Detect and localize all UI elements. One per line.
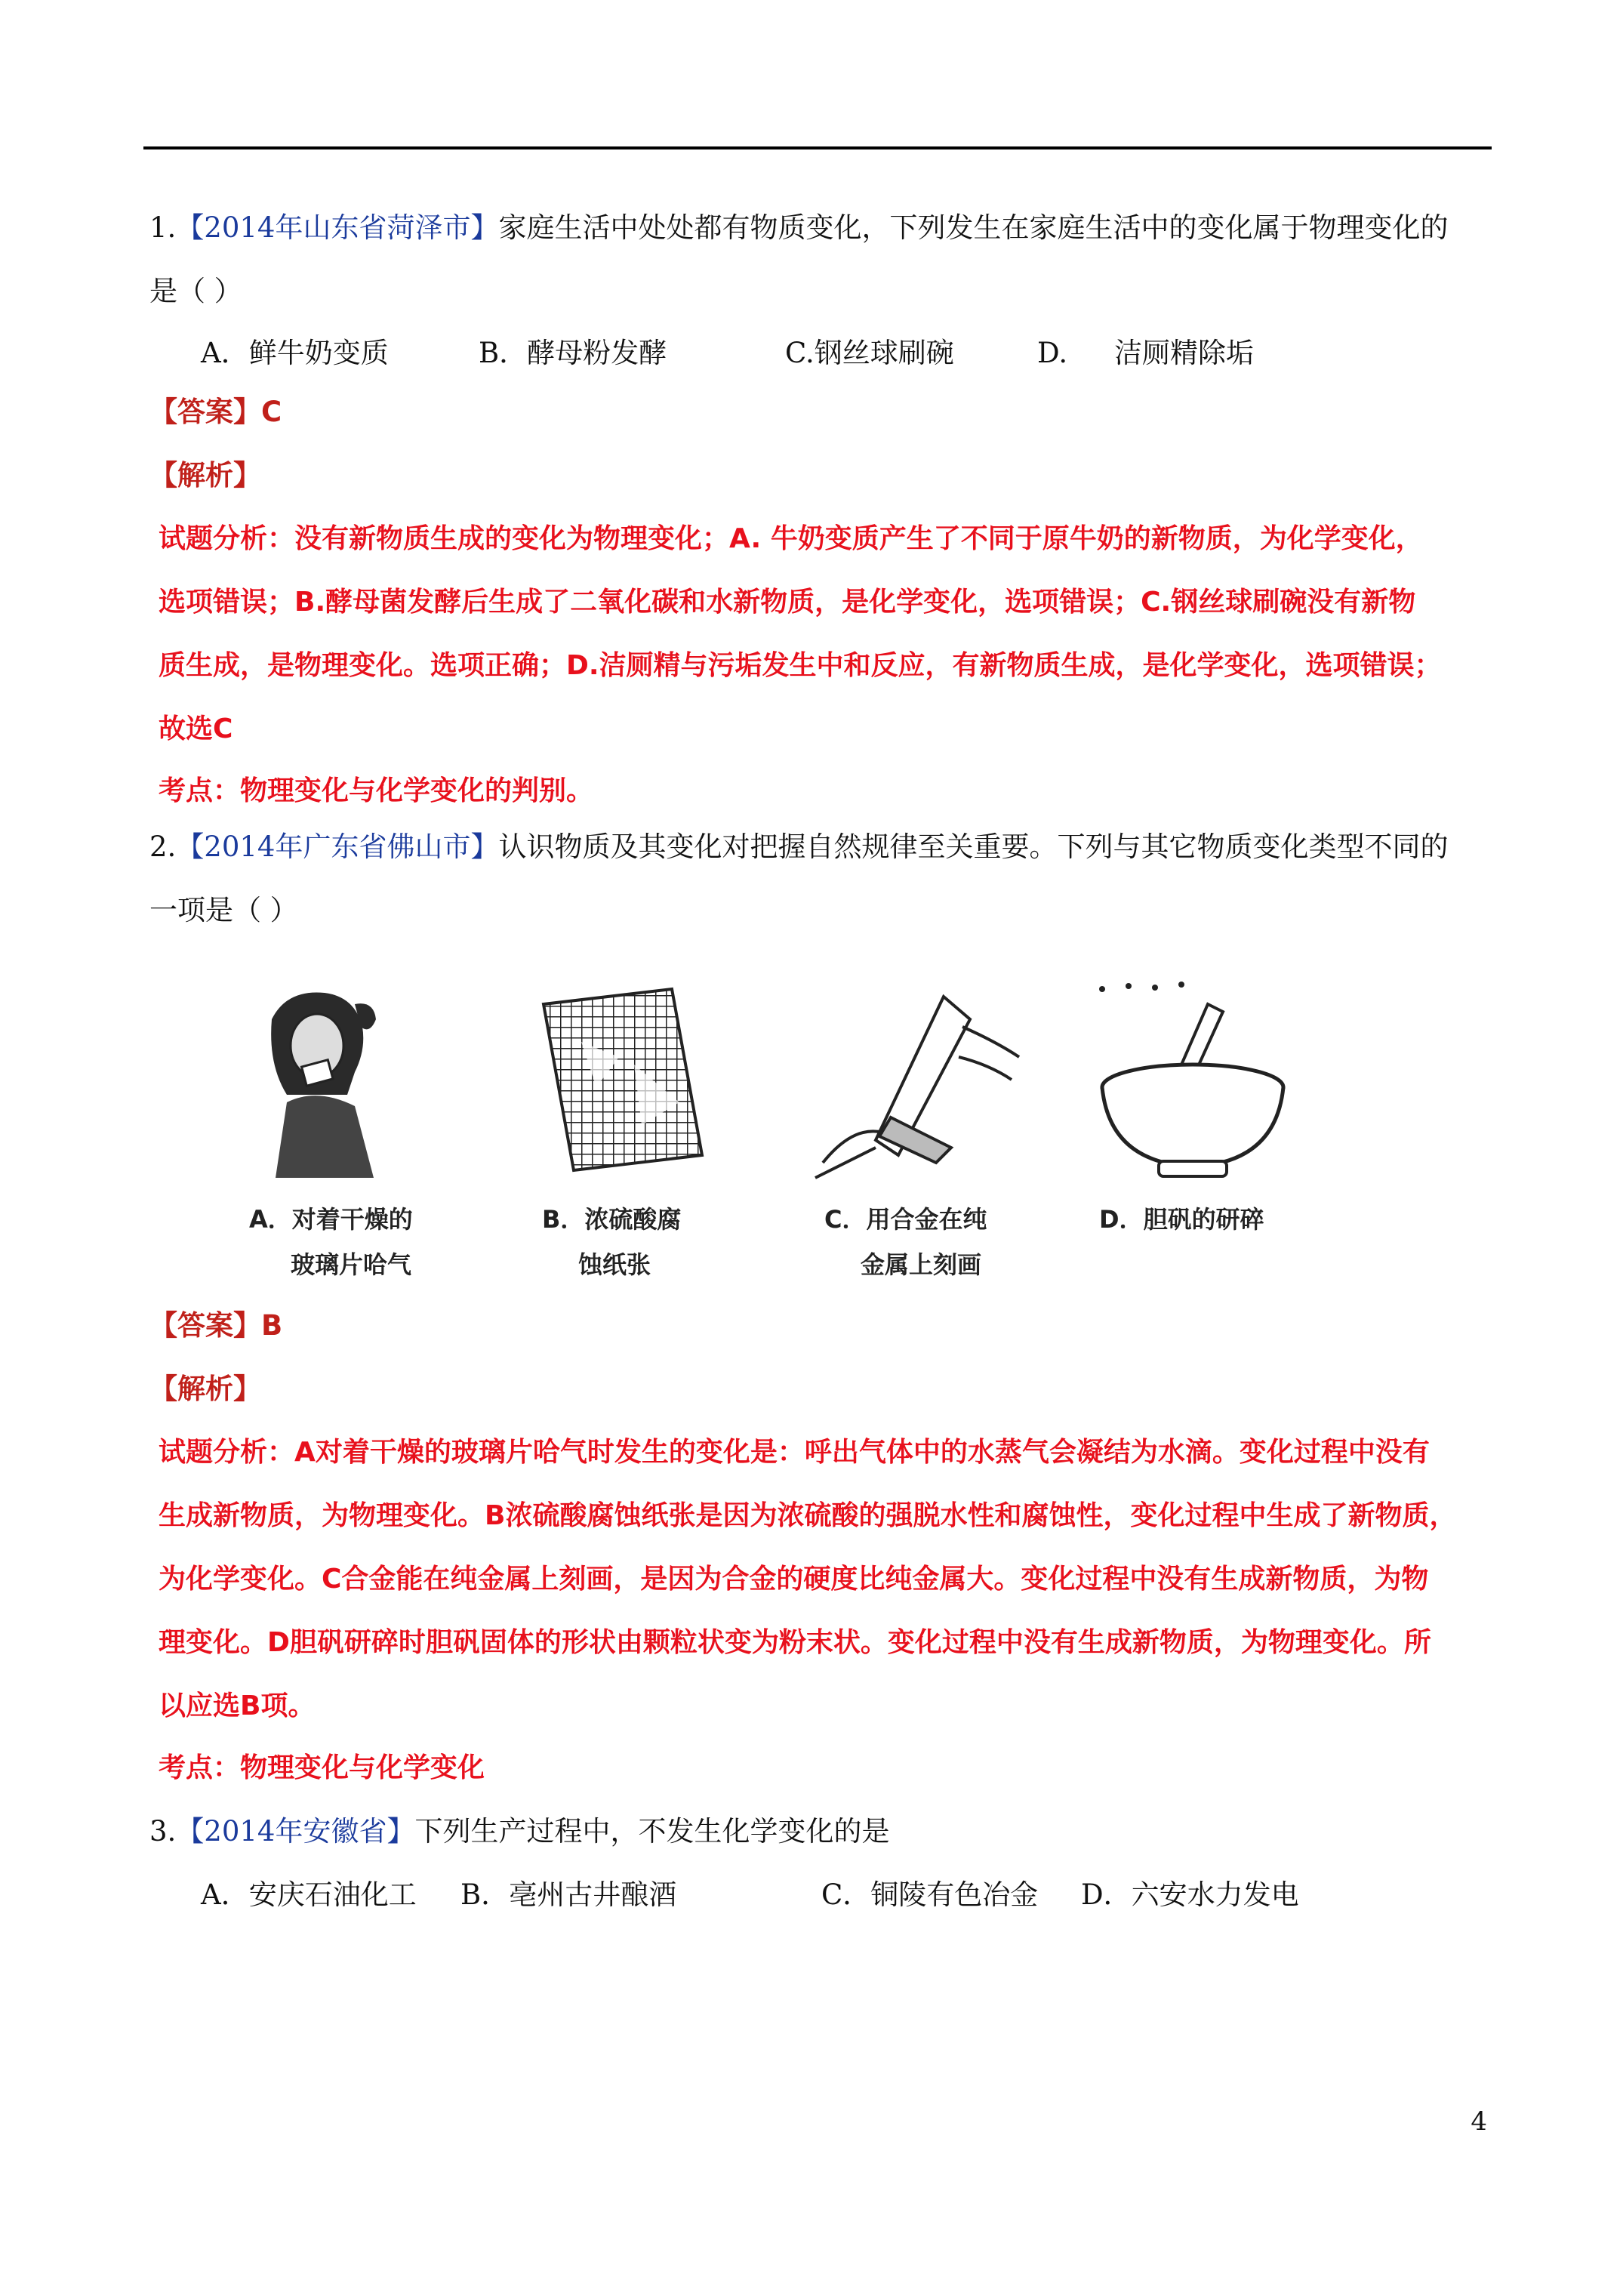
q2-analysis-label: 【解析】 (149, 1373, 261, 1405)
q3-option-d: D．六安水力发电 (1081, 1878, 1299, 1911)
q2-analysis-line5: 以应选B项。 (159, 1690, 316, 1721)
q2-fig-a-caption (249, 1197, 413, 1287)
q1-stem-line1 (149, 210, 1448, 246)
mortar-pestle-icon (1087, 974, 1298, 1185)
q2-fig-a-cap2: 玻璃片哈气 (291, 1250, 412, 1279)
q2-stem-line1 (149, 829, 1448, 865)
alloy-scratching-icon (808, 974, 1034, 1185)
q1-stem-b: 是（ ） (149, 275, 242, 307)
q1-answer (149, 394, 282, 430)
q2-kaodian: 考点：物理变化与化学变化 (159, 1752, 485, 1783)
q2-stem-b: 一项是（ ） (149, 894, 298, 926)
paper-grid-icon (528, 974, 725, 1185)
girl-breathing-on-glass-icon (242, 974, 438, 1185)
q1-analysis-line3: 质生成，是物理变化。选项正确；D.洁厕精与污垢发生中和反应，有新物质生成，是化学变化，选项错误； (159, 650, 1442, 681)
q2-number: 2. (149, 831, 177, 863)
q3-option-a: A．安庆石油化工 (201, 1878, 417, 1911)
q2-stem-a: 认识物质及其变化对把握自然规律至关重要。下列与其它物质变化类型不同的 (498, 831, 1449, 863)
q1-analysis-line2: 选项错误；B.酵母菌发酵后生成了二氧化碳和水新物质，是化学变化，选项错误；C.钢丝球刷碗没有新物 (159, 587, 1416, 618)
q3-stem-a: 下列生产过程中，不发生化学变化的是 (414, 1815, 890, 1848)
q2-fig-d-cap1: D．胆矾的研碎 (1099, 1205, 1264, 1234)
q1-stem-a: 家庭生活中处处都有物质变化，下列发生在家庭生活中的变化属于物理变化的 (498, 211, 1449, 244)
q2-fig-d-caption (1099, 1197, 1264, 1242)
q1-option-d-letter: D. (1037, 337, 1068, 369)
q1-kaodian: 考点：物理变化与化学变化的判别。 (159, 775, 594, 806)
q2-analysis-line3: 为化学变化。C合金能在纯金属上刻画，是因为合金的硬度比纯金属大。变化过程中没有生成新物质，为物 (159, 1564, 1429, 1595)
q2-answer (149, 1308, 282, 1344)
q1-answer-value: C (261, 396, 282, 428)
q2-source-tag: 【2014年广东省佛山市】 (176, 831, 499, 863)
page-number: 4 (1471, 2106, 1487, 2137)
q2-analysis-line2: 生成新物质，为物理变化。B浓硫酸腐蚀纸张是因为浓硫酸的强脱水性和腐蚀性，变化过程中生成了新物质， (159, 1500, 1457, 1531)
q2-fig-b-cap1: B．浓硫酸腐 (542, 1205, 682, 1234)
q2-fig-c-cap2: 金属上刻画 (861, 1250, 982, 1279)
q3-option-b: B．亳州古井酿酒 (460, 1878, 677, 1911)
q1-analysis-label: 【解析】 (149, 459, 261, 492)
q3-number: 3. (149, 1815, 177, 1848)
q1-analysis-line4: 故选C (159, 713, 233, 744)
q2-fig-c-cap1: C．用合金在纯 (824, 1205, 987, 1234)
q2-answer-value: B (261, 1309, 283, 1342)
q2-fig-a-cap1: A．对着干燥的 (249, 1205, 413, 1234)
q2-answer-label: 【答案】 (149, 1309, 261, 1342)
q2-fig-b-cap2: 蚀纸张 (578, 1250, 651, 1279)
q2-fig-b-caption (542, 1197, 681, 1287)
header-rule (143, 146, 1492, 149)
q1-source-tag: 【2014年山东省菏泽市】 (176, 211, 499, 244)
q1-option-b: B．酵母粉发酵 (479, 337, 667, 369)
q1-option-c: C.钢丝球刷碗 (785, 337, 954, 369)
q2-analysis-line1: 试题分析：A对着干燥的玻璃片哈气时发生的变化是：呼出气体中的水蒸气会凝结为水滴。变化过程中没有 (159, 1437, 1430, 1468)
q1-option-d-text: 洁厕精除垢 (1114, 337, 1254, 369)
q3-source-tag: 【2014年安徽省】 (176, 1815, 415, 1848)
q3-option-c: C．铜陵有色冶金 (821, 1878, 1039, 1911)
q2-fig-c-caption (824, 1197, 987, 1287)
q1-answer-label: 【答案】 (149, 396, 261, 428)
q3-stem (149, 1814, 889, 1850)
q1-analysis-line1: 试题分析：没有新物质生成的变化为物理变化；A. 牛奶变质产生了不同于原牛奶的新物质，为化学变化， (159, 523, 1423, 554)
q1-option-a: A．鲜牛奶变质 (201, 337, 389, 369)
q1-number: 1. (149, 211, 177, 244)
q2-analysis-line4: 理变化。D胆矾研碎时胆矾固体的形状由颗粒状变为粉末状。变化过程中没有生成新物质，为物理变化。所 (159, 1627, 1431, 1658)
